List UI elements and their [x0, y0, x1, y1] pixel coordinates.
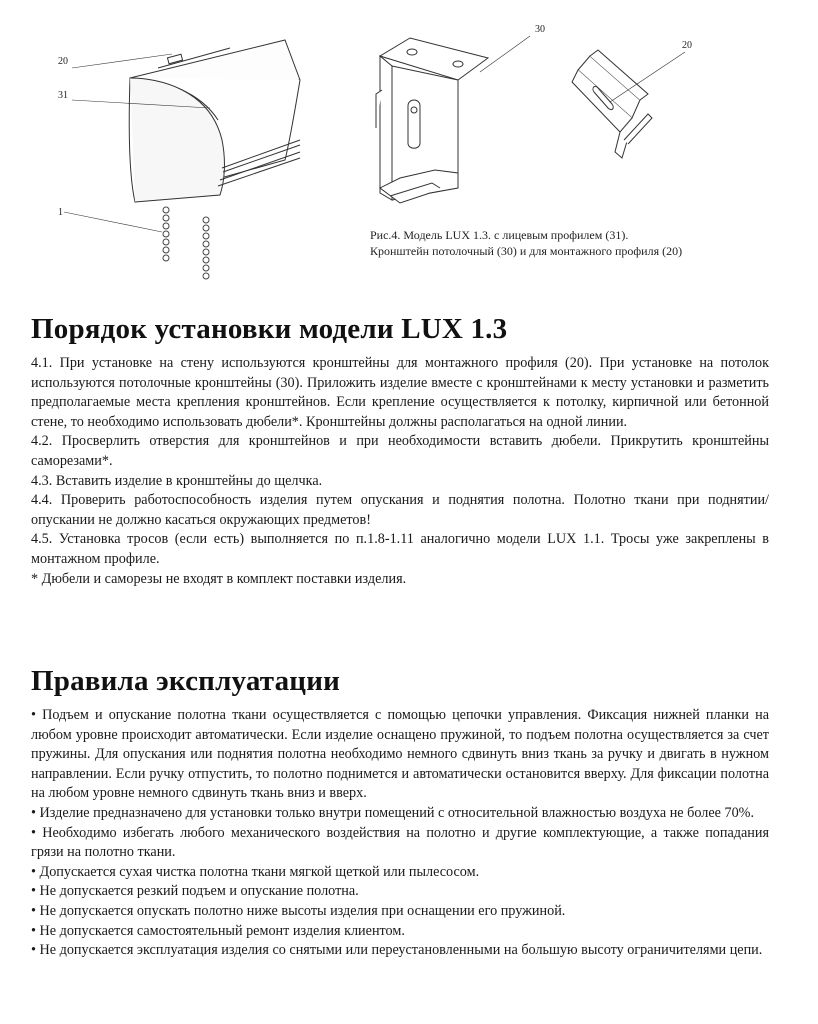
rule-item: • Не допускается резкий подъем и опускание полотна. — [31, 883, 359, 900]
callout-left-31: 31 — [58, 90, 68, 101]
rule-item: • Не допускается опускать полотно ниже высоты изделия при оснащении его пружиной. — [31, 902, 566, 919]
install-step: 4.5. Установка тросов (если есть) выполняется по п.1.8-1.11 аналогично модели LUX 1.1. Тросы уже закреплены в монтажном профиле. — [31, 531, 769, 567]
rule-item: • Подъем и опускание полотна ткани осуществляется с помощью цепочки управления. Фиксация нижней планки на любом уровне происходит автоматически. Если изделие оснащено пружиной, то подъем полотна осуществляется за счет пружины. Для опускания или поднятия полотна необходимо немного сдвинуть вниз ткань за ручку и двигать в нужном направлении. Если ручку отпустить, то полотно поднимется и автоматически остановится вверху. Для фиксации полотна на любом уровне немного сдвинуть ткань вниз и вверх. — [31, 707, 769, 802]
rule-item: • Не допускается самостоятельный ремонт изделия клиентом. — [31, 922, 405, 939]
rule-item: • Допускается сухая чистка полотна ткани мягкой щеткой или пылесосом. — [31, 863, 480, 880]
install-section-title: Порядок установки модели LUX 1.3 — [31, 313, 508, 345]
callout-left-1: 1 — [58, 207, 63, 218]
cassette-illustration — [50, 20, 330, 285]
ceiling-bracket-illustration — [370, 28, 555, 208]
install-footnote: * Дюбели и саморезы не входят в комплект поставки изделия. — [31, 570, 407, 587]
callout-bracket-30: 30 — [535, 24, 545, 35]
install-step: 4.2. Просверлить отверстия для кронштейнов и при необходимости вставить дюбели. Прикрутить кронштейны саморезами*. — [31, 433, 769, 469]
install-step: 4.3. Вставить изделие в кронштейны до щелчка. — [31, 472, 323, 489]
callout-bracket-20: 20 — [682, 40, 692, 51]
install-step: 4.4. Проверить работоспособность изделия путем опускания и поднятия полотна. Полотно ткани при поднятии/опускании не должно касаться окружающих предметов! — [31, 492, 769, 528]
install-section-body — [31, 354, 769, 589]
rule-item: • Изделие предназначено для установки только внутри помещений с относительной влажностью воздуха не более 70%. — [31, 804, 755, 821]
rule-item: • Не допускается эксплуатация изделия со снятыми или переустановленными на большую высоту ограничителями цепи. — [31, 942, 763, 959]
callout-left-20: 20 — [58, 56, 68, 67]
figure-caption — [370, 227, 790, 259]
profile-bracket-illustration — [560, 40, 700, 170]
caption-line: Рис.4. Модель LUX 1.3. с лицевым профилем (31). — [370, 228, 629, 242]
caption-line: Кронштейн потолочный (30) и для монтажного профиля (20) — [370, 244, 683, 258]
rules-section-title: Правила эксплуатации — [31, 665, 341, 697]
install-step: 4.1. При установке на стену используются кронштейны для монтажного профиля (20). При установке на потолок используются потолочные кронштейны (30). Приложить изделие вместе с кронштейнами к месту установки и разметить предполагаемые места крепления кронштейнов. Если крепление осуществляется к потолку, кирпичной или бетонной стене, то необходимо использовать дюбели*. Кронштейны должны располагаться на одной линии. — [31, 355, 769, 430]
rule-item: • Необходимо избегать любого механического воздействия на полотно и другие комплектующие, а также попадания грязи на полотно ткани. — [31, 824, 769, 861]
rules-section-body — [31, 706, 769, 961]
